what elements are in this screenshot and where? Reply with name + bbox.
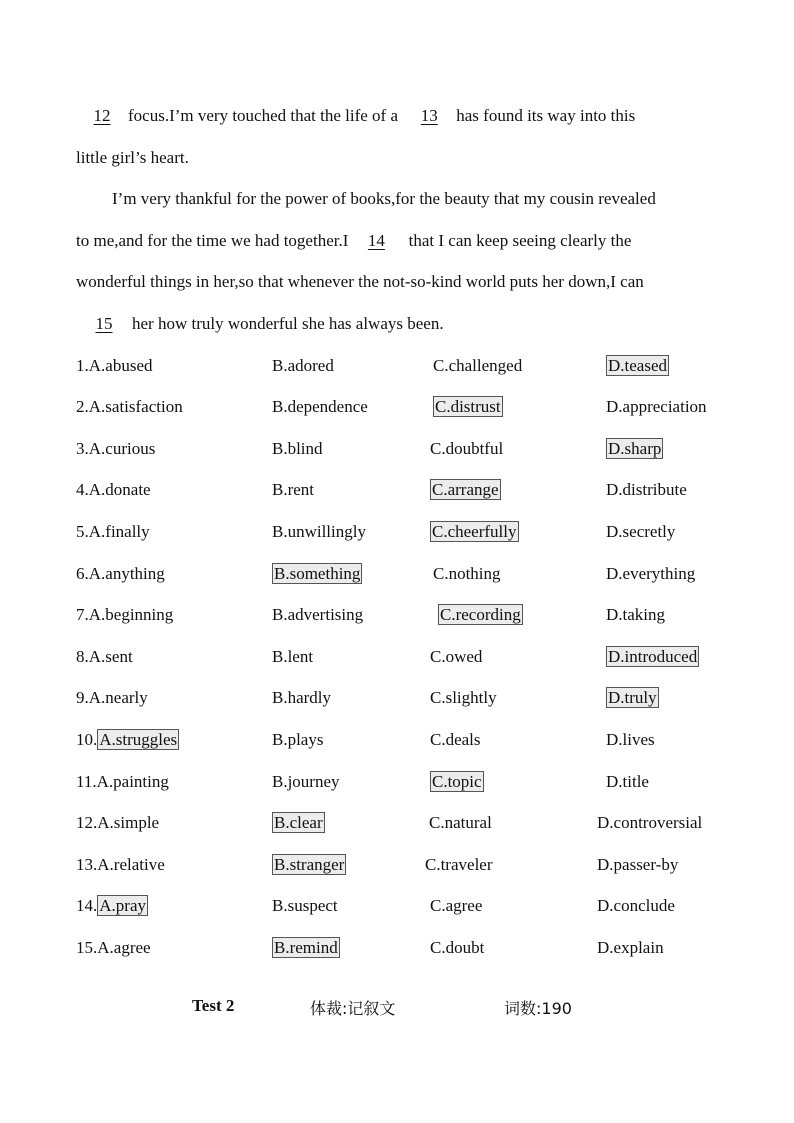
question-number: 10. (76, 730, 98, 749)
blank-12: 12 (93, 106, 111, 125)
passage-text: focus.I’m very touched that the life of a (128, 106, 399, 125)
option-d[interactable] (597, 813, 702, 833)
option-label: A.relative (97, 855, 165, 874)
option-a[interactable] (76, 813, 159, 833)
option-b[interactable] (272, 896, 338, 916)
question-number: 7. (76, 605, 89, 624)
option-a[interactable] (76, 772, 169, 792)
question-row (76, 480, 776, 506)
option-label: B.blind (272, 439, 323, 458)
option-c[interactable] (433, 564, 501, 584)
selected-answer: A.pray (99, 896, 146, 915)
option-label: D.passer-by (597, 855, 679, 874)
question-number: 8. (76, 647, 89, 666)
question-number: 1. (76, 356, 89, 375)
option-label: C.doubtful (430, 439, 504, 458)
option-d[interactable] (606, 522, 675, 542)
option-label: D.taking (606, 605, 666, 624)
question-number: 4. (76, 480, 89, 499)
option-a[interactable] (76, 522, 150, 542)
selected-answer: D.sharp (608, 439, 662, 458)
selected-answer: B.stranger (274, 855, 345, 874)
option-label: A.satisfaction (88, 397, 183, 416)
selected-answer: D.introduced (608, 647, 698, 666)
option-c[interactable] (425, 855, 493, 875)
selected-answer: C.cheerfully (432, 522, 517, 541)
question-number: 2. (76, 397, 89, 416)
question-number: 13. (76, 855, 98, 874)
option-b[interactable] (272, 522, 366, 542)
option-d[interactable] (606, 772, 649, 792)
option-label: D.lives (606, 730, 655, 749)
question-number: 3. (76, 439, 89, 458)
option-label: B.unwillingly (272, 522, 366, 541)
passage-text: her how truly wonderful she has always been. (132, 314, 444, 333)
question-number: 15. (76, 938, 98, 957)
option-label: C.agree (430, 896, 483, 915)
option-c[interactable] (430, 896, 482, 916)
option-label: A.nearly (88, 688, 148, 707)
blank-15: 15 (95, 314, 113, 333)
option-a[interactable] (76, 605, 173, 625)
selected-answer: B.something (274, 564, 361, 583)
passage-text: to me,and for the time we had together.I (76, 231, 349, 250)
option-b[interactable] (272, 688, 331, 708)
passage-line (76, 314, 444, 334)
blank-13: 13 (420, 106, 438, 125)
question-row (76, 605, 776, 631)
option-label: B.suspect (272, 896, 338, 915)
option-d[interactable] (606, 647, 699, 667)
option-d[interactable] (606, 605, 665, 625)
option-a[interactable] (76, 356, 152, 376)
option-c[interactable] (430, 480, 501, 500)
option-label: C.nothing (433, 564, 501, 583)
option-label: C.natural (429, 813, 492, 832)
option-label: D.everything (606, 564, 696, 583)
option-b[interactable] (272, 564, 362, 584)
option-label: C.traveler (425, 855, 493, 874)
option-b[interactable] (272, 730, 323, 750)
question-row (76, 772, 776, 798)
selected-answer: C.recording (440, 605, 521, 624)
option-b[interactable] (272, 480, 314, 500)
option-label: B.rent (272, 480, 315, 499)
option-label: D.title (606, 772, 649, 791)
option-label: C.slightly (430, 688, 497, 707)
option-a[interactable] (76, 938, 151, 958)
question-row (76, 439, 776, 465)
option-c[interactable] (430, 439, 503, 459)
option-c[interactable] (433, 356, 522, 376)
question-number: 14. (76, 896, 98, 915)
selected-answer: C.arrange (432, 480, 499, 499)
question-row (76, 730, 776, 756)
option-a[interactable] (76, 855, 165, 875)
option-d[interactable] (606, 356, 669, 376)
selected-answer: D.teased (608, 356, 668, 375)
question-row (76, 938, 776, 964)
question-number: 6. (76, 564, 89, 583)
option-label: C.challenged (433, 356, 523, 375)
option-b[interactable] (272, 605, 363, 625)
test-title: Test 2 (192, 996, 235, 1015)
option-label: A.simple (97, 813, 160, 832)
option-c[interactable] (433, 397, 503, 417)
option-d[interactable] (597, 855, 678, 875)
option-label: A.sent (88, 647, 133, 666)
option-label: B.hardly (272, 688, 332, 707)
question-row (76, 647, 776, 673)
option-label: B.adored (272, 356, 334, 375)
option-label: B.plays (272, 730, 324, 749)
word-count: 词数:190 (504, 999, 572, 1018)
question-number: 11. (76, 772, 97, 791)
option-label: B.dependence (272, 397, 368, 416)
passage-line: wonderful things in her,so that whenever the not-so-kind world puts her down,I can (76, 272, 644, 291)
option-c[interactable] (430, 938, 484, 958)
option-c[interactable] (430, 688, 497, 708)
selected-answer: D.truly (608, 688, 657, 707)
option-d[interactable] (606, 688, 659, 708)
option-label: B.lent (272, 647, 314, 666)
option-label: D.explain (597, 938, 664, 957)
option-c[interactable] (430, 772, 484, 792)
selected-answer: C.topic (432, 772, 482, 791)
option-a[interactable] (76, 397, 183, 417)
passage-line (76, 231, 631, 251)
passage-text: that I can keep seeing clearly the (408, 231, 632, 250)
selected-answer: C.distrust (435, 397, 501, 416)
option-d[interactable] (606, 480, 687, 500)
option-label: A.finally (88, 522, 150, 541)
question-number: 5. (76, 522, 89, 541)
question-row (76, 522, 776, 548)
question-row (76, 688, 776, 714)
blank-14: 14 (367, 231, 385, 250)
option-c[interactable] (430, 730, 481, 750)
option-d[interactable] (606, 397, 707, 417)
option-b[interactable] (272, 439, 323, 459)
option-label: B.advertising (272, 605, 364, 624)
option-label: C.owed (430, 647, 483, 666)
question-row (76, 356, 776, 382)
option-b[interactable] (272, 938, 340, 958)
option-a[interactable] (76, 896, 148, 916)
option-b[interactable] (272, 647, 313, 667)
question-number: 9. (76, 688, 89, 707)
question-row (76, 855, 776, 881)
option-label: A.curious (88, 439, 156, 458)
option-label: A.abused (88, 356, 153, 375)
option-d[interactable] (606, 730, 655, 750)
option-a[interactable] (76, 730, 179, 750)
option-label: D.conclude (597, 896, 675, 915)
option-c[interactable] (430, 522, 519, 542)
option-b[interactable] (272, 772, 340, 792)
question-row (76, 813, 776, 839)
passage-line: little girl’s heart. (76, 148, 189, 167)
option-label: D.controversial (597, 813, 703, 832)
option-c[interactable] (429, 813, 492, 833)
option-d[interactable] (606, 564, 695, 584)
selected-answer: B.clear (274, 813, 323, 832)
option-b[interactable] (272, 356, 334, 376)
option-c[interactable] (430, 647, 482, 667)
option-a[interactable] (76, 480, 151, 500)
option-label: B.journey (272, 772, 340, 791)
option-label: A.painting (96, 772, 169, 791)
option-b[interactable] (272, 397, 368, 417)
option-d[interactable] (597, 938, 664, 958)
option-d[interactable] (606, 439, 663, 459)
option-label: A.agree (97, 938, 151, 957)
option-label: D.secretly (606, 522, 676, 541)
option-a[interactable] (76, 647, 133, 667)
option-label: A.beginning (88, 605, 174, 624)
question-number: 12. (76, 813, 98, 832)
option-label: C.doubt (430, 938, 485, 957)
passage-line (76, 106, 635, 126)
option-c[interactable] (438, 605, 523, 625)
option-label: C.deals (430, 730, 481, 749)
option-b[interactable] (272, 855, 346, 875)
selected-answer: A.struggles (99, 730, 178, 749)
question-row (76, 397, 776, 423)
question-row (76, 564, 776, 590)
passage-text: has found its way into this (456, 106, 636, 125)
option-d[interactable] (597, 896, 675, 916)
option-label: A.donate (88, 480, 151, 499)
passage-line: I’m very thankful for the power of books,for the beauty that my cousin revealed (112, 189, 656, 208)
option-b[interactable] (272, 813, 325, 833)
option-label: A.anything (88, 564, 165, 583)
genre-label: 体裁:记叙文 (310, 999, 396, 1018)
option-label: D.appreciation (606, 397, 707, 416)
selected-answer: B.remind (274, 938, 338, 957)
option-a[interactable] (76, 439, 155, 459)
option-a[interactable] (76, 564, 165, 584)
question-row (76, 896, 776, 922)
option-a[interactable] (76, 688, 148, 708)
option-label: D.distribute (606, 480, 687, 499)
